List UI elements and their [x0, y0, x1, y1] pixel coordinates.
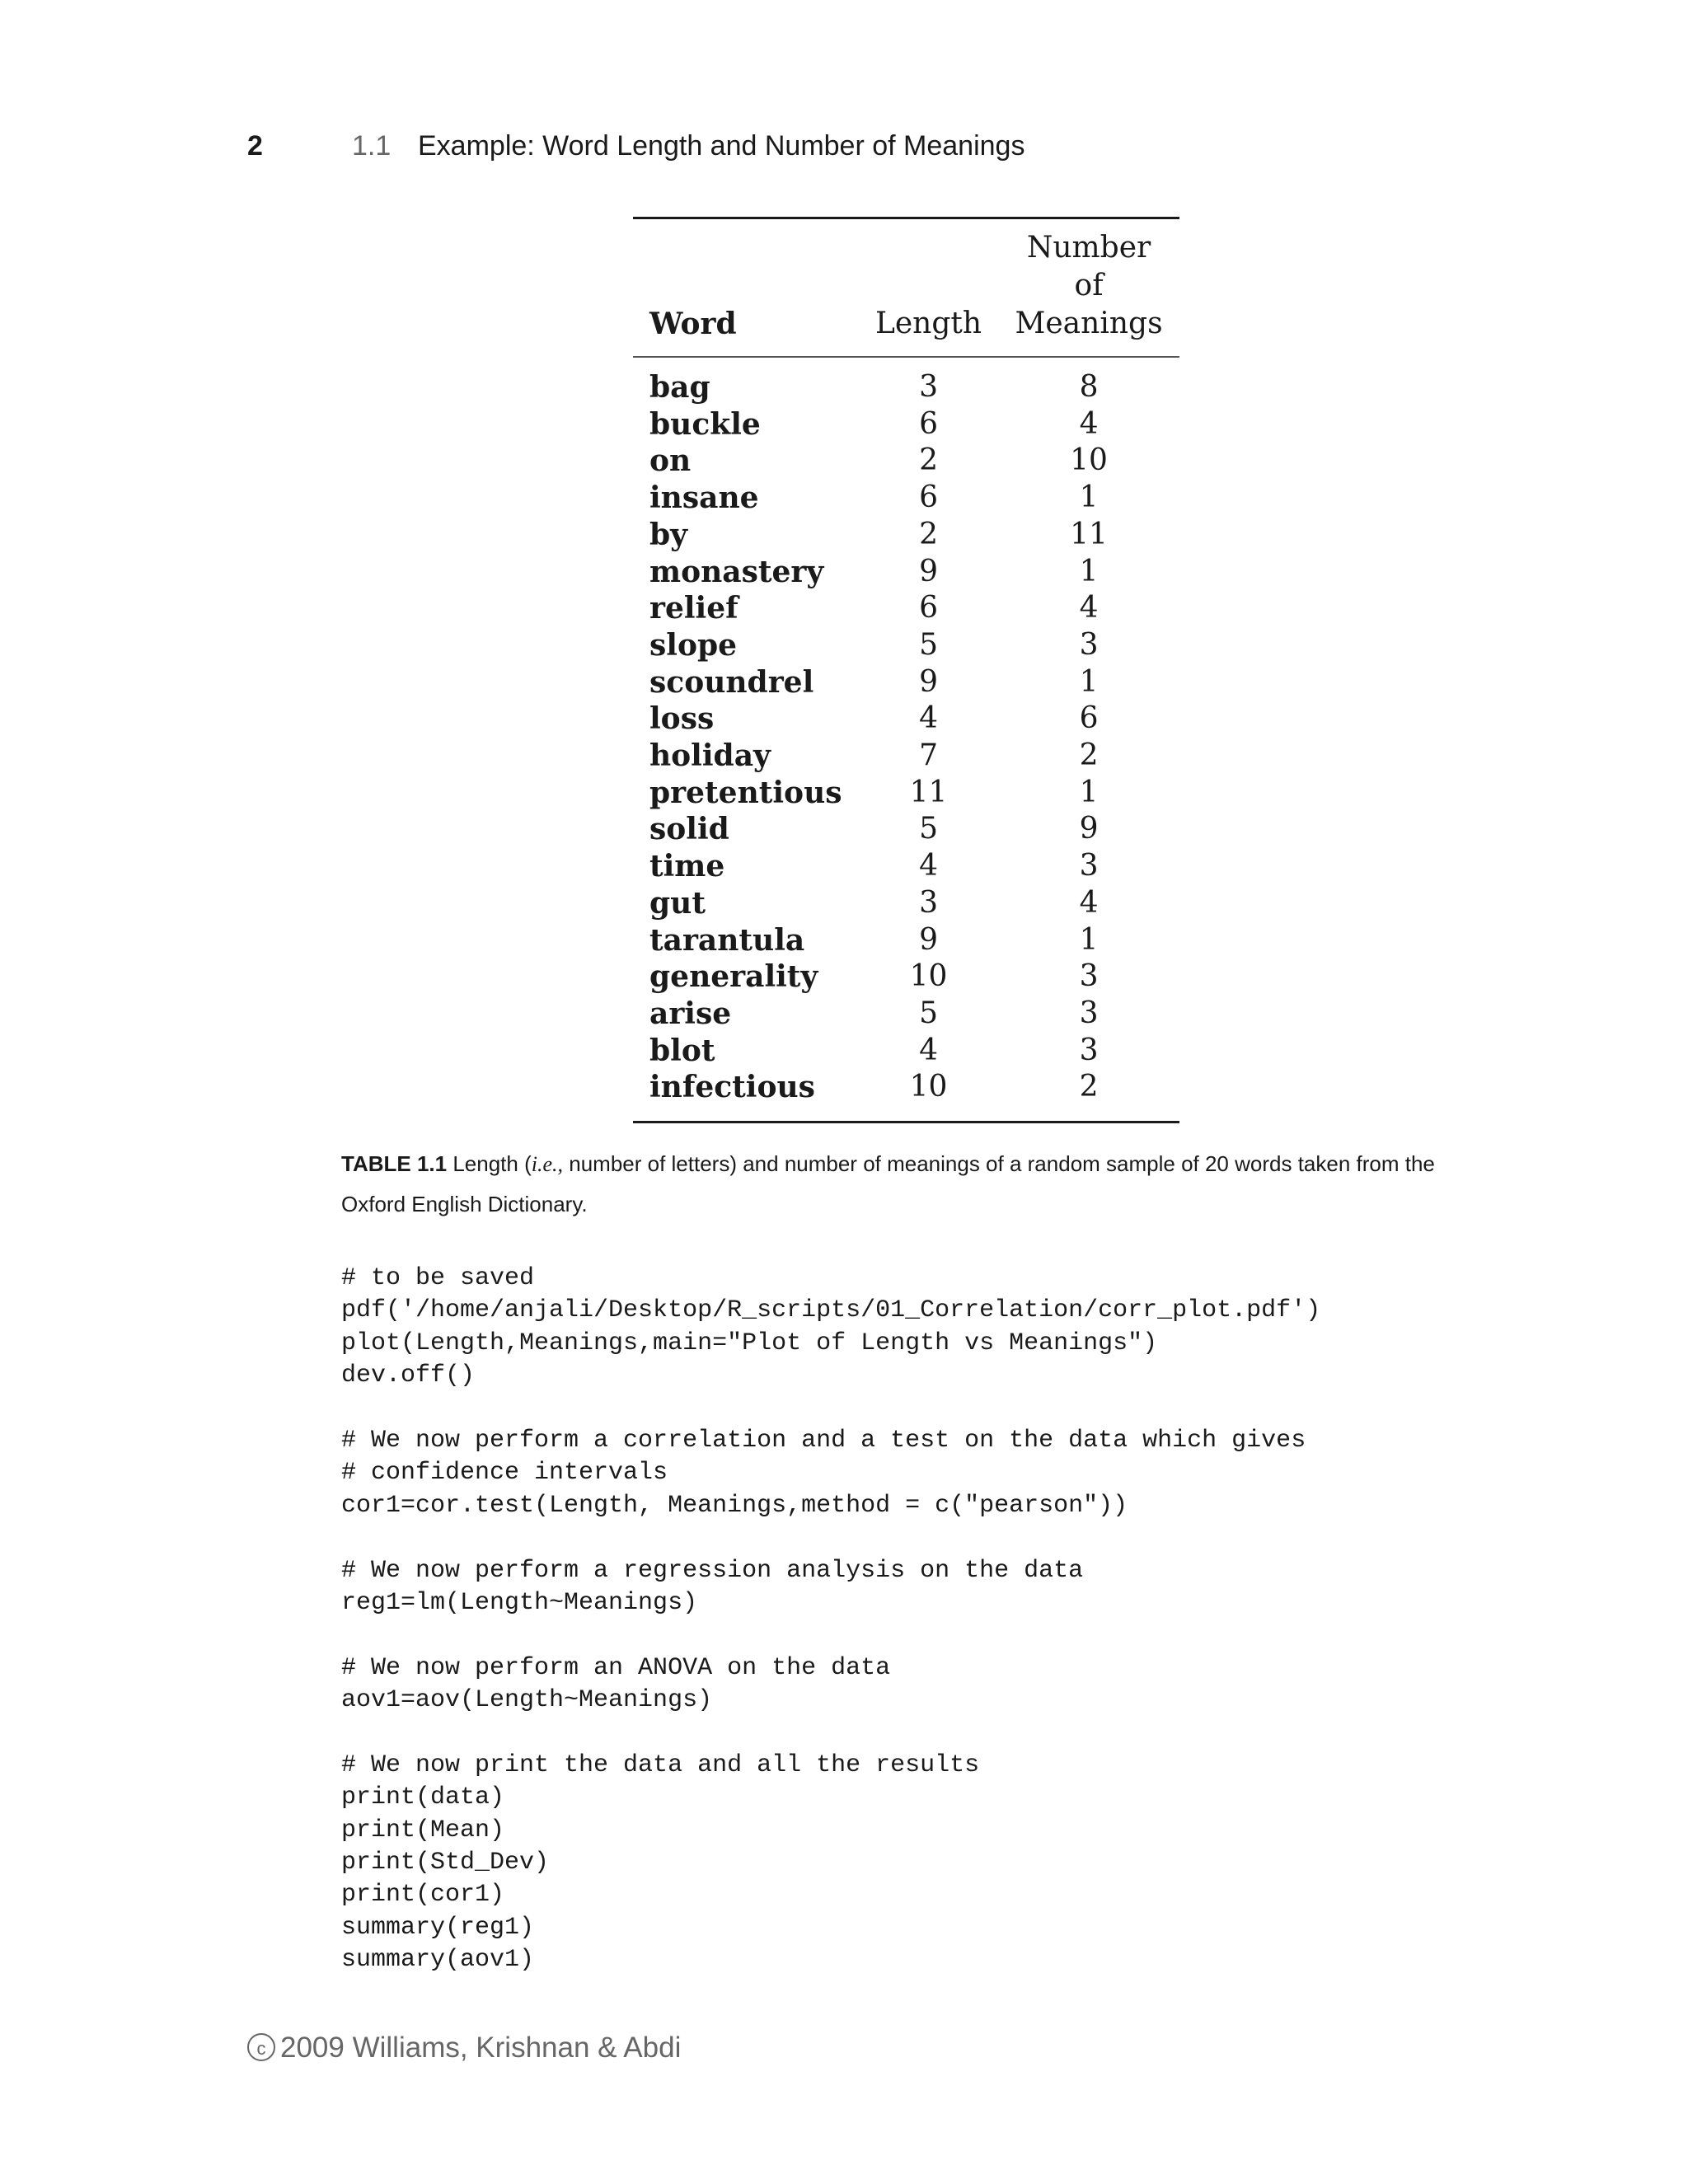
table-row — [633, 922, 1179, 959]
cell-word: relief — [649, 591, 738, 626]
cell-meanings: 1 — [1079, 480, 1099, 515]
table-row — [633, 554, 1179, 591]
code-line: # to be saved — [341, 1264, 535, 1292]
cell-word: monastery — [649, 554, 824, 589]
cell-length: 9 — [919, 554, 938, 588]
header-word: Word — [649, 307, 737, 341]
cell-meanings: 3 — [1079, 996, 1099, 1030]
cell-word: time — [649, 849, 725, 884]
code-line: summary(aov1) — [341, 1946, 535, 1975]
code-line: dev.off() — [341, 1361, 476, 1390]
section-number: 1.1 — [352, 130, 392, 162]
cell-word: by — [649, 517, 688, 552]
table-header-row — [633, 218, 1179, 358]
code-line: # We now perform a regression analysis on the data — [341, 1556, 1084, 1585]
cell-word: infectious — [649, 1070, 815, 1105]
cell-meanings: 4 — [1079, 406, 1099, 441]
cell-word: bag — [649, 370, 710, 405]
table-row — [633, 848, 1179, 885]
header-length: Length — [874, 307, 982, 340]
cell-meanings: 6 — [1079, 701, 1099, 736]
cell-word: loss — [649, 701, 715, 737]
cell-word: on — [649, 443, 692, 479]
code-line: print(Mean) — [341, 1816, 505, 1844]
cell-meanings: 8 — [1079, 370, 1099, 404]
cell-length: 4 — [919, 849, 938, 883]
code-line: print(data) — [341, 1783, 505, 1812]
table-body — [633, 357, 1179, 1122]
copyright-text: 2009 Williams, Krishnan & Abdi — [280, 2032, 682, 2064]
caption-label: TABLE 1.1 — [341, 1151, 448, 1176]
code-line: aov1=aov(Length~Meanings) — [341, 1686, 713, 1715]
cell-length: 6 — [919, 591, 938, 626]
table-row — [633, 958, 1179, 996]
table-row — [633, 406, 1179, 443]
cell-word: slope — [649, 627, 738, 663]
cell-meanings: 3 — [1079, 849, 1099, 883]
cell-word: blot — [649, 1033, 715, 1068]
cell-length: 9 — [919, 664, 938, 699]
caption-ie: i.e., — [531, 1152, 564, 1176]
cell-meanings: 3 — [1079, 959, 1099, 994]
cell-word: scoundrel — [649, 664, 814, 700]
code-line — [341, 1619, 1320, 1652]
code-line: reg1=lm(Length~Meanings) — [341, 1588, 698, 1617]
section-title: Example: Word Length and Number of Meanings — [418, 130, 1025, 162]
cell-length: 10 — [909, 959, 948, 994]
cell-word: gut — [649, 885, 706, 921]
table-row — [633, 701, 1179, 738]
code-line: pdf('/home/anjali/Desktop/R_scripts/01_Correlation/corr_plot.pdf') — [341, 1296, 1321, 1325]
cell-word: buckle — [649, 406, 761, 442]
word-data-table — [633, 217, 1179, 1123]
code-line: summary(reg1) — [341, 1913, 535, 1942]
cell-meanings: 1 — [1079, 775, 1099, 809]
cell-meanings: 1 — [1079, 554, 1099, 588]
cell-length: 4 — [919, 1033, 938, 1067]
cell-word: tarantula — [649, 922, 805, 958]
cell-length: 2 — [919, 517, 938, 551]
table-row — [633, 443, 1179, 480]
cell-word: generality — [649, 959, 818, 995]
header-meanings-line2: Meanings — [1015, 307, 1163, 340]
cell-length: 11 — [909, 775, 948, 809]
cell-meanings: 1 — [1079, 664, 1099, 699]
cell-meanings: 11 — [1070, 517, 1108, 551]
table-row — [633, 627, 1179, 664]
cell-word: holiday — [649, 738, 771, 774]
cell-length: 7 — [919, 738, 938, 773]
cell-length: 2 — [919, 443, 938, 478]
table-row — [633, 357, 1179, 406]
header-meanings — [999, 218, 1179, 358]
page-number: 2 — [247, 130, 263, 162]
code-line: # We now print the data and all the results — [341, 1750, 980, 1779]
code-block — [341, 1263, 1320, 1977]
cell-meanings: 2 — [1079, 1070, 1099, 1104]
cell-meanings: 2 — [1079, 738, 1099, 773]
cell-meanings: 4 — [1079, 591, 1099, 626]
cell-meanings: 4 — [1079, 885, 1099, 920]
table-row — [633, 590, 1179, 627]
table-header — [633, 218, 1179, 358]
cell-length: 3 — [919, 370, 938, 404]
table-row — [633, 885, 1179, 922]
header-meanings-line1: Number of — [1026, 231, 1151, 302]
cell-meanings: 9 — [1079, 812, 1099, 846]
code-line: # We now perform an ANOVA on the data — [341, 1653, 891, 1682]
cell-length: 5 — [919, 627, 938, 662]
table-row — [633, 517, 1179, 554]
code-line: print(Std_Dev) — [341, 1849, 550, 1877]
table-caption — [341, 1144, 1446, 1224]
table-row — [633, 664, 1179, 701]
cell-word: insane — [649, 480, 759, 516]
code-line: # confidence intervals — [341, 1459, 668, 1488]
cell-meanings: 1 — [1079, 922, 1099, 957]
cell-length: 6 — [919, 406, 938, 441]
table-row — [633, 738, 1179, 775]
cell-length: 5 — [919, 996, 938, 1030]
cell-meanings: 3 — [1079, 627, 1099, 662]
table-row — [633, 1033, 1179, 1070]
page-header — [247, 125, 1442, 166]
code-line: print(cor1) — [341, 1881, 505, 1910]
table-row — [633, 1069, 1179, 1122]
table-row — [633, 996, 1179, 1033]
code-line: # We now perform a correlation and a test on the data which gives — [341, 1426, 1306, 1455]
copyright-footer — [247, 2027, 681, 2069]
cell-word: arise — [649, 996, 732, 1031]
table-row — [633, 811, 1179, 848]
table-row — [633, 480, 1179, 517]
code-line — [341, 1717, 1320, 1749]
caption-text-after: number of letters) and number of meanings of a random sample of 20 words taken from the Oxford English Dictionary. — [341, 1151, 1435, 1216]
cell-length: 4 — [919, 701, 938, 736]
cell-meanings: 10 — [1070, 443, 1108, 478]
caption-text-before: Length ( — [447, 1151, 532, 1176]
cell-word: pretentious — [649, 775, 842, 810]
cell-length: 9 — [919, 922, 938, 957]
cell-length: 6 — [919, 480, 938, 515]
code-line: plot(Length,Meanings,main="Plot of Length vs Meanings") — [341, 1329, 1158, 1357]
table-row — [633, 775, 1179, 812]
cell-length: 3 — [919, 885, 938, 920]
cell-length: 10 — [909, 1070, 948, 1104]
code-line: cor1=cor.test(Length, Meanings,method = c("pearson")) — [341, 1491, 1128, 1520]
cell-meanings: 3 — [1079, 1033, 1099, 1067]
cell-word: solid — [649, 812, 729, 847]
code-line — [341, 1393, 1320, 1425]
cell-length: 5 — [919, 812, 938, 846]
code-line — [341, 1522, 1320, 1554]
copyright-icon: c — [247, 2033, 275, 2061]
